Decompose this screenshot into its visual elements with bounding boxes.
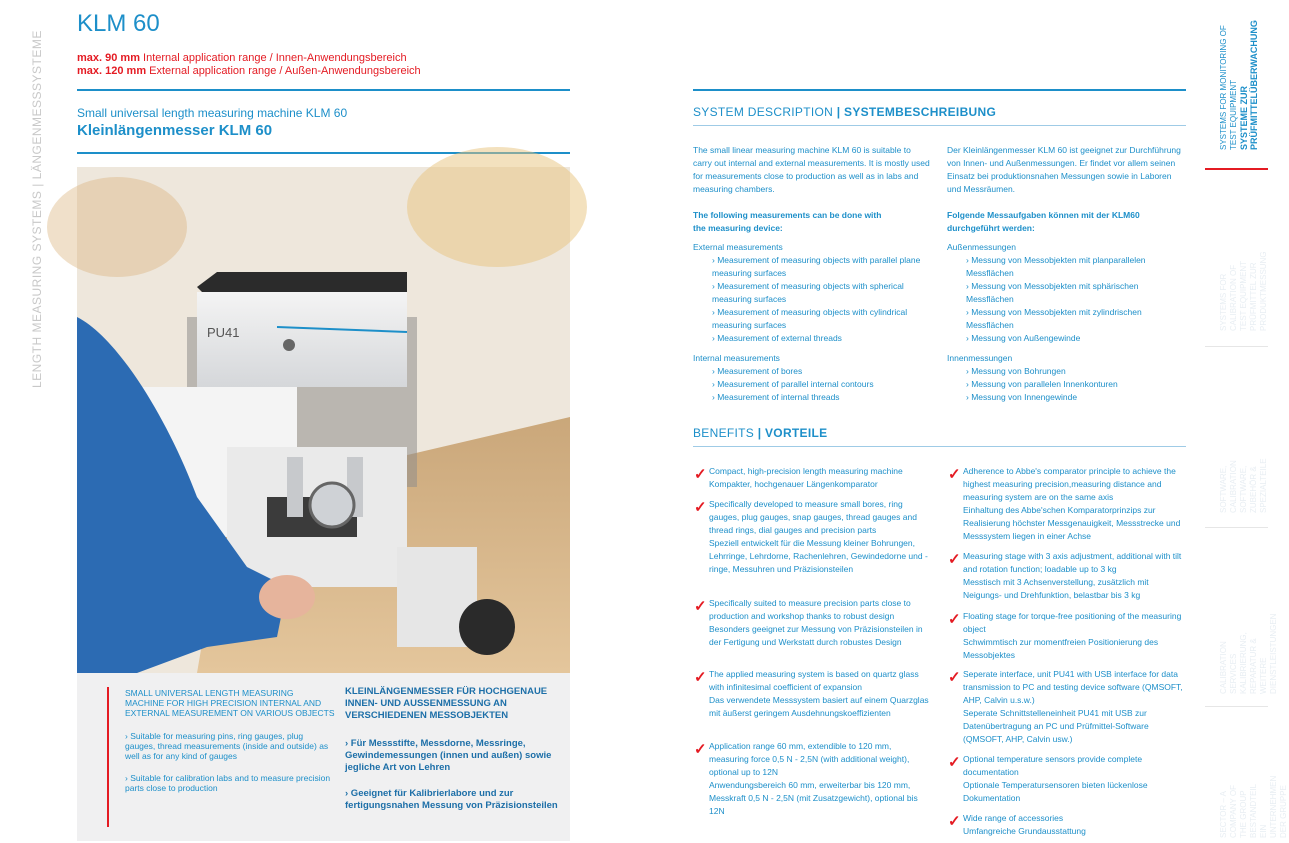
range-internal-text: Internal application range / Innen-Anwendungsbereich — [139, 52, 407, 64]
external-item-en: › Measurement of measuring objects with cylindrical measuring surfaces — [712, 307, 908, 330]
internal-item-de: › Messung von parallelen Innenkonturen — [966, 379, 1118, 389]
tab-software-label: SOFTWARE, CALIBRATION SOFTWARE, ZUBEHÖR & SPEZIALTEILE — [1219, 458, 1268, 513]
tab-software[interactable] — [1205, 348, 1268, 528]
info-item-de: › Geeignet für Kalibrierlabore und zur fertigungsnahen Messung von Präzisionsteilen — [345, 788, 558, 811]
device-label: PU41 — [207, 325, 240, 340]
benefit-text: Wide range of accessories Umfangreiche Grundausstattung — [963, 813, 1086, 836]
benefit-item — [948, 465, 1188, 543]
checkmark-icon: ✓ — [948, 669, 961, 686]
divider — [693, 89, 1186, 91]
benefit-item — [948, 610, 1188, 662]
tab-services-label: CALIBRATION SERVICES KALIBRIERUNG, REPARATUR & WEITERE DIENSTLEISTUNGEN — [1219, 613, 1278, 694]
section-tabs — [1205, 0, 1288, 843]
checkmark-icon: ✓ — [694, 598, 707, 615]
subtitle-de: Kleinlängenmesser KLM 60 — [77, 122, 273, 139]
external-item-de: › Messung von Außengewinde — [966, 333, 1081, 343]
range-external — [77, 65, 421, 77]
benefit-item — [948, 550, 1188, 602]
checkmark-icon: ✓ — [694, 499, 707, 516]
tab-monitoring-label — [1219, 10, 1259, 150]
benefit-item — [694, 597, 931, 649]
intro-en: The small linear measuring machine KLM 60 is suitable to carry out internal and external measurements. It is mostly used for measurements close to production as well as in labs and measuring chambers. — [693, 145, 930, 194]
internal-item-de: › Messung von Innengewinde — [966, 392, 1078, 402]
tab-group-label: SECTOR – A COMPANY OF THE GROUP BESTANDTEIL EIN UNTERNEHMEN DER GRUPPE — [1219, 775, 1288, 838]
benefits-heading-en: BENEFITS — [693, 426, 755, 440]
benefit-item — [694, 498, 931, 576]
benefit-item — [948, 668, 1188, 746]
checkmark-icon: ✓ — [694, 669, 707, 686]
benefit-text: Measuring stage with 3 axis adjustment, additional with tilt and rotation function; loadable up to 3 kg Messtisch mit 3 Achsenverstellung, zusätzlich mit Neigungs- und Drehfunktion, belastbar bis 3 kg — [963, 551, 1182, 600]
checkmark-icon: ✓ — [948, 813, 961, 830]
benefit-text: Seperate interface, unit PU41 with USB interface for data transmission to PC and testing device software (QMSOFT, AHP, Calvin u.s.w.) Seperate Schnittstelleneinheit PU41 mit USB zur Datenübertragung an PC und Prüfmittel-Software (QMSOFT, AHP, Calvin usw.) — [963, 669, 1183, 744]
tab-monitoring-en: SYSTEMS FOR MONITORING OF TEST EQUIPMENT — [1219, 25, 1238, 150]
info-heading-de: KLEINLÄNGENMESSER FÜR HOCHGENAUE INNEN- UND AUSSENMESSUNG AN VERSCHIEDENEN MESSOBJEKTEN — [345, 686, 548, 721]
range-external-value: max. 120 mm — [77, 65, 147, 77]
checkmark-icon: ✓ — [948, 551, 961, 568]
internal-item-en: › Measurement of internal threads — [712, 392, 840, 402]
product-photo — [77, 167, 570, 673]
tab-calibration[interactable] — [1205, 171, 1268, 347]
benefit-item — [694, 465, 931, 491]
benefit-text: Application range 60 mm, extendible to 120 mm, measuring force 0,5 N - 2,5N (with additional weight), optional up to 12N Anwendungsbereich 60 mm, erweiterbar bis 120 mm, Messkraft 0,5 N - 2,5N (mit Zusatzgewicht), optional bis 12N — [709, 741, 918, 816]
checkmark-icon: ✓ — [948, 466, 961, 483]
benefits-heading — [693, 426, 827, 440]
info-item-en: › Suitable for measuring pins, ring gauges, plug gauges, thread measurements (inside and outside) as well as for any kind of gauges — [125, 731, 329, 761]
tab-group[interactable] — [1205, 708, 1288, 843]
tab-calibration-label: SYSTEMS FOR CALIBRATION OF TEST EQUIPMENT PRÜFMITTEL ZUR PRODUKTMESSUNG — [1219, 251, 1268, 331]
external-item-en: › Measurement of external threads — [712, 333, 842, 343]
system-heading-en: SYSTEM DESCRIPTION — [693, 105, 834, 119]
internal-heading-en: Internal measurements — [693, 353, 780, 363]
subtitle-en: Small universal length measuring machine KLM 60 — [77, 106, 348, 120]
external-item-en: › Measurement of measuring objects with parallel plane measuring surfaces — [712, 255, 921, 278]
external-heading-de: Außenmessungen — [947, 242, 1016, 252]
benefit-text: The applied measuring system is based on quartz glass with infinitesimal coefficient of expansion Das verwendete Messsystem basiert auf einem Quarzglas mit äußerst geringem Ausdehnungskoeffizienten — [709, 669, 929, 718]
benefit-item — [694, 740, 931, 818]
checkmark-icon: ✓ — [694, 466, 707, 483]
benefits-heading-de: | VORTEILE — [754, 426, 828, 440]
external-item-en: › Measurement of measuring objects with spherical measuring surfaces — [712, 281, 904, 304]
internal-item-de: › Messung von Bohrungen — [966, 366, 1066, 376]
range-internal-value: max. 90 mm — [77, 52, 140, 64]
divider — [693, 125, 1186, 126]
range-external-text: External application range / Außen-Anwendungsbereich — [146, 65, 421, 77]
external-item-de: › Messung von Messobjekten mit sphärischen Messflächen — [966, 281, 1139, 304]
page-title: KLM 60 — [77, 10, 160, 37]
external-heading-en: External measurements — [693, 242, 783, 252]
benefit-item — [948, 753, 1188, 805]
tab-monitoring-de: SYSTEME ZUR PRÜFMITTELÜBERWACHUNG — [1239, 20, 1259, 150]
benefit-text: Adherence to Abbe's comparator principle to achieve the highest measuring precision,measuring distance and measuring system are on the same axis Einhaltung des Abbe'schen Komparatorprinzips zur Realisierung höchster Messgenauigkeit, Messstrecke und Messsystem liegen in einer Achse — [963, 466, 1181, 541]
benefit-text: Specifically developed to measure small bores, ring gauges, plug gauges, snap gauges, thread gauges and thread rings, dial gauges and precision parts Speziell entwickelt für die Messung kleiner Bohrungen, Lehrringe, Lehrdorne, Rachenlehren, Gewindedorne und -ringe, Messuhren und Präzisionsteilen — [709, 499, 928, 574]
internal-item-en: › Measurement of parallel internal contours — [712, 379, 874, 389]
checkmark-icon: ✓ — [948, 754, 961, 771]
info-item-en: › Suitable for calibration labs and to measure precision parts close to production — [125, 773, 331, 793]
benefit-text: Specifically suited to measure precision parts close to production and workshop thanks to robust design Besonders geeignet zur Messung von Präzisionsteilen in der Fertigung und Werkstatt durch robustes Design — [709, 598, 923, 647]
divider — [693, 446, 1186, 447]
system-heading-de: | SYSTEMBESCHREIBUNG — [833, 105, 997, 119]
external-item-de: › Messung von Messobjekten mit planparallelen Messflächen — [966, 255, 1146, 278]
checkmark-icon: ✓ — [948, 611, 961, 628]
divider — [77, 89, 570, 91]
system-heading — [693, 105, 996, 119]
benefit-text: Optional temperature sensors provide complete documentation Optionale Temperatursensoren bieten lückenlose Dokumentation — [963, 754, 1148, 803]
info-heading-en: SMALL UNIVERSAL LENGTH MEASURING MACHINE FOR HIGH PRECISION INTERNAL AND EXTERNAL MEASUREMENT ON VARIOUS OBJECTS — [125, 688, 335, 718]
range-internal — [77, 52, 407, 64]
info-box — [77, 673, 570, 841]
info-item-de: › Für Messstifte, Messdorne, Messringe, Gewindemessungen (innen und außen) sowie jegliche Art von Lehren — [345, 738, 552, 773]
tasks-de: Folgende Messaufgaben können mit der KLM60 durchgeführt werden: — [947, 210, 1140, 233]
benefit-item — [948, 812, 1188, 838]
checkmark-icon: ✓ — [694, 741, 707, 758]
section-side-label: LENGTH MEASURING SYSTEMS | LÄNGENMESSSYSTEME — [30, 30, 44, 388]
product-illustration — [77, 167, 570, 673]
benefit-item — [694, 668, 931, 720]
tasks-en: The following measurements can be done with the measuring device: — [693, 210, 882, 233]
internal-item-en: › Measurement of bores — [712, 366, 803, 376]
benefit-text: Compact, high-precision length measuring machine Kompakter, hochgenauer Längenkomparator — [709, 466, 903, 489]
internal-heading-de: Innenmessungen — [947, 353, 1013, 363]
intro-de: Der Kleinlängenmesser KLM 60 ist geeignet zur Durchführung von Innen- und Außenmessungen. Er findet vor allem seinen Einsatz bei produktionsnahen Messungen sowie in Laboren und Messräumen. — [947, 145, 1181, 194]
benefit-text: Floating stage for torque-free positioning of the measuring object Schwimmtisch zur momentfreien Positionierung des Messobjektes — [963, 611, 1182, 660]
tab-services[interactable] — [1205, 529, 1278, 707]
external-item-de: › Messung von Messobjekten mit zylindrischen Messflächen — [966, 307, 1142, 330]
tab-monitoring[interactable] — [1205, 0, 1268, 170]
red-accent-bar — [107, 687, 109, 827]
